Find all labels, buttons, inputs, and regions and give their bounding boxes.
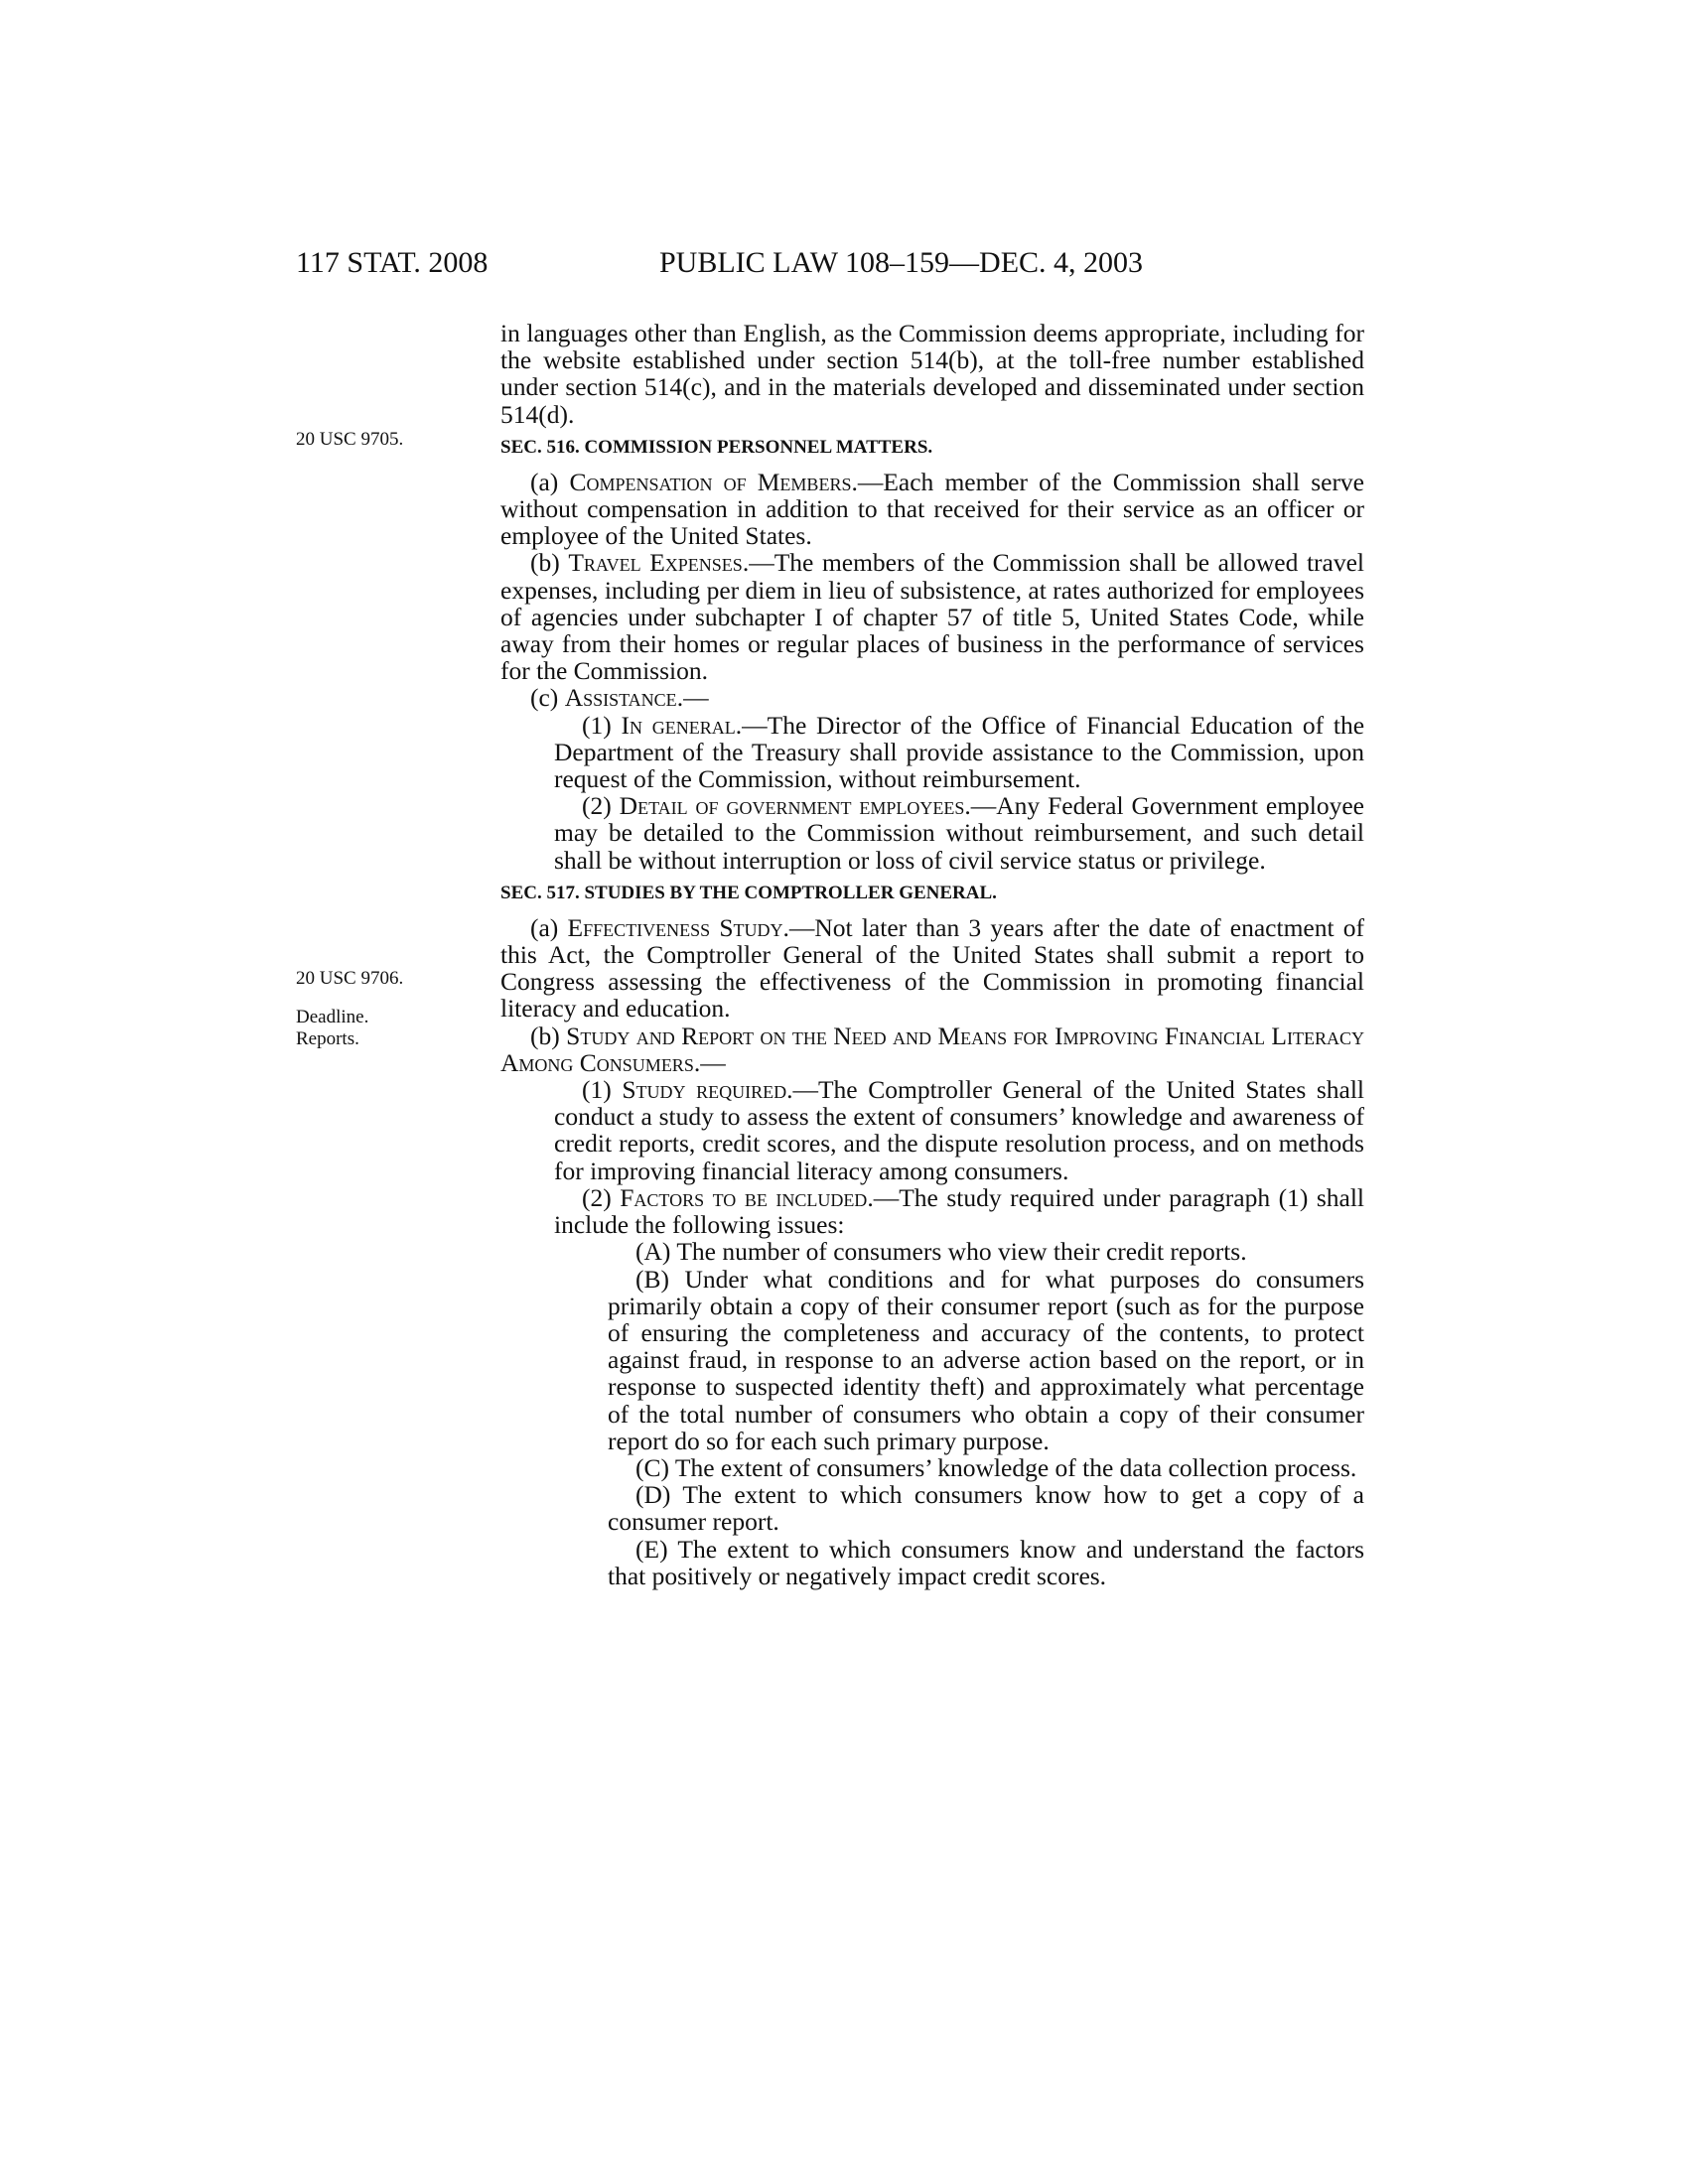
sec516-paragraph-c1 (500, 712, 1364, 793)
sec516-subsection-c (500, 684, 1364, 711)
label: (c) (530, 683, 565, 713)
statute-page-number: 117 STAT. 2008 (296, 246, 489, 279)
sec517-subparagraph-A: (A) The number of consumers who view their credit reports. (635, 1237, 1247, 1267)
text: .—The Director of the Office of Financial Education of the Department of the Treasury shall provide assistance to the Commission, upon request of the Commission, without reimbursement. (554, 710, 1365, 794)
sec517-subparagraph-C: (C) The extent of consumers’ knowledge of the data collection process. (635, 1452, 1357, 1482)
label: (a) (530, 467, 570, 496)
sec517-paragraph-b2 (500, 1184, 1364, 1238)
sec517-paragraph-b1 (500, 1076, 1364, 1184)
heading: Study required (622, 1075, 787, 1105)
margin-note-deadline: Deadline. (296, 1007, 369, 1027)
running-head: PUBLIC LAW 108–159—DEC. 4, 2003 (659, 246, 1144, 279)
heading: Compensation of Members (569, 467, 852, 496)
label: (1) (582, 710, 622, 740)
text: .—The study required under paragraph (1) shall include the following issues: (554, 1182, 1365, 1240)
text: .—Each member of the Commission shall serve without compensation in addition to that received for their service as an officer or employee of the United States. (500, 467, 1364, 551)
sec517-subsection-a (500, 914, 1364, 1023)
sec517-subparagraph-B: (B) Under what conditions and for what purposes do consumers primarily obtain a copy of their consumer report (such as for the purpose of ensuring the completeness and accuracy of the contents, to protect against fraud, in response to an adverse action based on the report, or in response to suspected identity theft) and approximately what percentage of the total number of consumers who obtain a copy of their consumer report do so for each such primary purpose. (608, 1264, 1364, 1455)
section-517-heading: SEC. 517. STUDIES BY THE COMPTROLLER GENERAL. (500, 882, 997, 903)
sec517-subparagraph-E: (E) The extent to which consumers know and understand the factors that positively or negatively impact credit scores. (608, 1534, 1364, 1590)
label: (1) (582, 1075, 623, 1105)
intro-paragraph: in languages other than English, as the Commission deems appropriate, including for the website established under section 514(b), at the toll-free number established under section 514(c), and in the materials developed and disseminated under section 514(d). (500, 319, 1364, 429)
text: .—Not later than 3 years after the date of enactment of this Act, the Comptroller General of the United States shall submit a report to Congress assessing the effectiveness of the Commission in promoting financial literacy and education. (500, 912, 1364, 1024)
margin-note-sec517: 20 USC 9706. (296, 968, 404, 989)
sec516-subsection-a (500, 469, 1364, 550)
heading: Effectiveness Study (567, 912, 783, 942)
heading: Factors to be included (620, 1182, 868, 1212)
text: .— (676, 683, 709, 713)
label: (2) (582, 1182, 621, 1212)
text: .— (693, 1047, 726, 1077)
section-516-heading: SEC. 516. COMMISSION PERSONNEL MATTERS. (500, 436, 933, 458)
heading: In general (621, 710, 736, 740)
margin-note-reports: Reports. (296, 1028, 359, 1049)
page-header (0, 246, 1688, 286)
label: (a) (530, 912, 568, 942)
document-body (500, 320, 1364, 1589)
text: .—The members of the Commission shall be allowed travel expenses, including per diem in lieu of subsistence, at rates authorized for employees of agencies under subchapter I of chapter 57 of title 5, United States Code, while away from their homes or regular places of business in the performance of services for the Commission. (500, 548, 1365, 686)
label: (b) (530, 1021, 567, 1050)
heading: Travel Expenses (568, 548, 743, 578)
heading: Assistance (564, 683, 677, 713)
label: (2) (582, 791, 620, 821)
sec516-subsection-b (500, 549, 1364, 684)
text: .—Any Federal Government employee may be detailed to the Commission without reimbursement, and such detail shall be without interruption or loss of civil service status or privilege. (554, 791, 1364, 875)
heading: Study and Report on the Need and Means for Improving Financial Literacy Among Consumers (500, 1021, 1364, 1077)
sec517-subsection-b (500, 1023, 1364, 1076)
margin-note-sec516: 20 USC 9705. (296, 429, 404, 450)
sec517-subparagraph-D: (D) The extent to which consumers know how to get a copy of a consumer report. (608, 1480, 1364, 1537)
heading: Detail of government employees (619, 791, 965, 821)
label: (b) (530, 548, 569, 578)
text: .—The Comptroller General of the United States shall conduct a study to assess the extent of consumers’ knowledge and awareness of credit reports, credit scores, and the dispute resolution process, and on methods for improving financial literacy among consumers. (554, 1075, 1365, 1185)
sec516-paragraph-c2 (500, 792, 1364, 874)
